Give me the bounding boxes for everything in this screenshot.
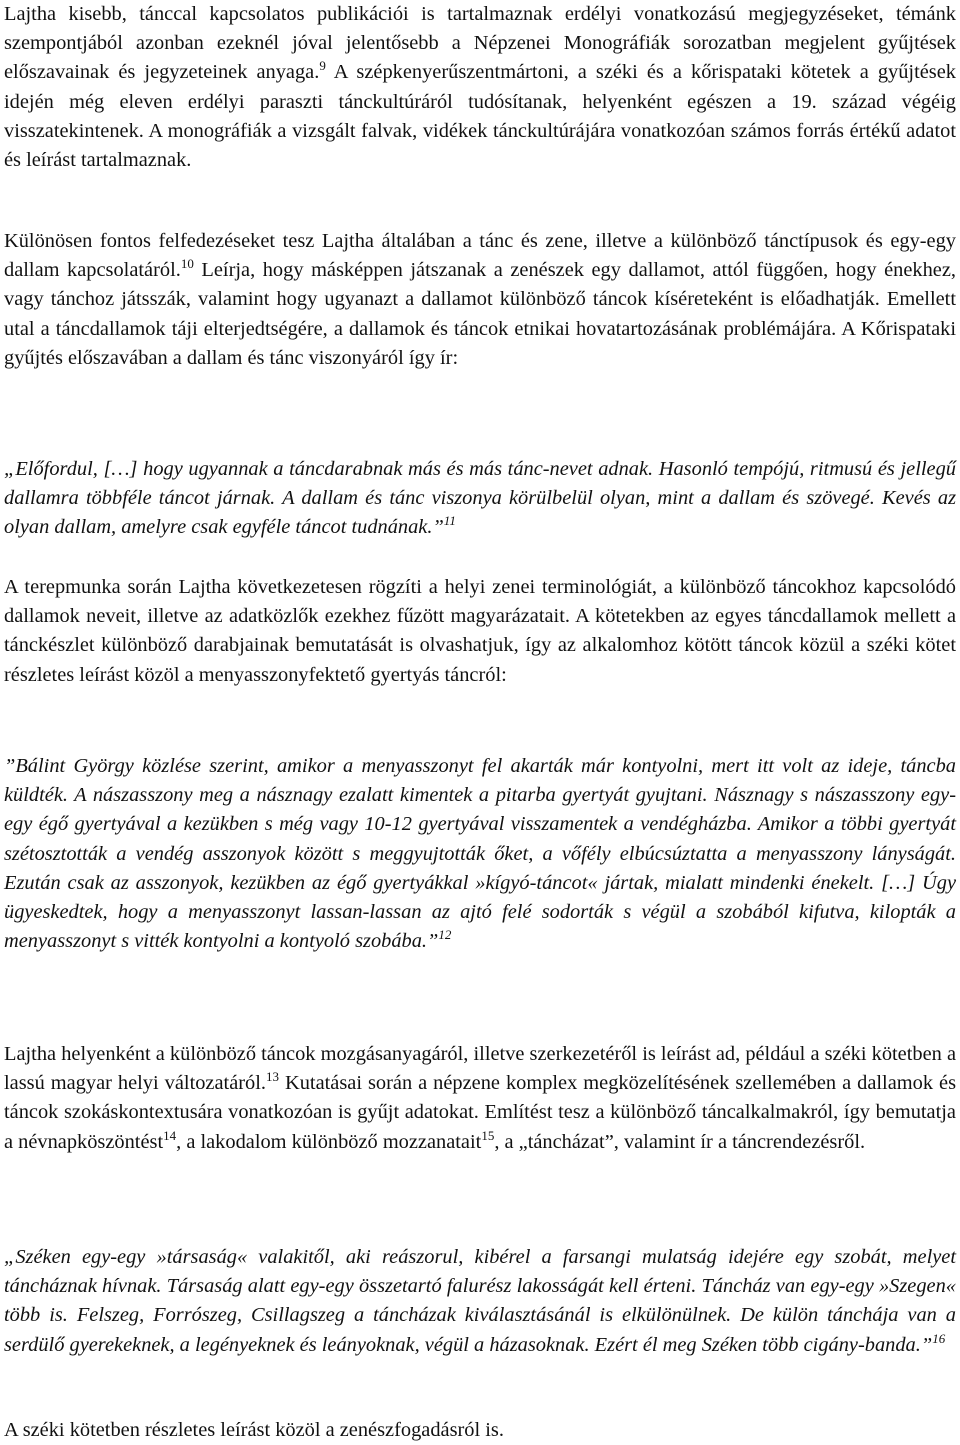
- quote-text: „Előfordul, […] hogy ugyannak a táncdarabnak más és más tánc-nevet adnak. Hasonló tempójú, ritmusú és jellegű dallamra többféle táncot járnak. A dallam és tánc viszonya körülbelül olyan, mint a dallam és szövegé. Kevés az olyan dallam, amelyre csak egyféle táncot tudnának.”: [4, 458, 956, 539]
- quote-tanchaz: [4, 1243, 956, 1360]
- paragraph-text: Lajtha kisebb, tánccal kapcsolatos publikációi is tartalmaznak erdélyi vonatkozású megjegyzéseket, témánk szempontjából azonban ezeknél jóval jelentősebb a Népzenei Monográfiák sorozatban megjelent gyűjtések előszavainak és jegyzeteinek anyaga.: [4, 3, 956, 84]
- footnote-ref-12[interactable]: 12: [438, 927, 452, 943]
- paragraph-text: A szépkenyerűszentmártoni, a széki és a kőrispataki kötetek a gyűjtések idején még eleven erdélyi paraszti tánckultúráról tudósítanak, helyenként egészen a 19. század végéig visszatekintenek. A monográfiák a vizsgált falvak, vidékek tánckultúrájára vonatkozóan számos forrás értékű adatot és leírást tartalmaznak.: [4, 61, 956, 172]
- paragraph-text: Kutatásai során a népzene komplex megközelítésének szellemében a dallamok és táncok szokáskontextusára vonatkozóan is gyűjt adatokat. Említést tesz a különböző táncalkalmakról, így bemutatja a névnapköszöntést: [4, 1072, 956, 1153]
- paragraph-tanc-es-zene: [4, 227, 956, 373]
- quote-text: „Széken egy-egy »társaság« valakitől, aki reászorul, kibérel a farsangi mulatság idejére egy szobát, melyet táncháznak hívnak. Társaság alatt egy-egy összetartó falurész lakosságát kell érteni. Táncház van egy-egy »Szegen« több is. Felszeg, Forrószeg, Csillagszeg a táncházak kiválasztásánál is elkülönülnek. De külön tánchája van a serdülő gyerekeknek, a legényeknek és leányoknak, végül a házasoknak. Ezért él meg Széken több cigány-banda.”: [4, 1246, 956, 1356]
- paragraph-text: , a „táncházat”, valamint ír a táncrendezésről.: [494, 1130, 866, 1153]
- footnote-ref-10[interactable]: 10: [180, 256, 194, 272]
- paragraph-text: A terepmunka során Lajtha következetesen rögzíti a helyi zenei terminológiát, a különböző táncokhoz kapcsolódó dallamok neveit, illetve az adatközlők ezekhez fűzött magyarázatait. A kötetekben az egyes táncdallamok mellett a tánckészlet különböző darabjainak bemutatását is olvashatjuk, így az alkalomhoz kötött táncok közül a széki kötet részletes leírást közöl a menyasszonyfektető gyertyás táncról:: [4, 576, 956, 686]
- footnote-ref-13[interactable]: 13: [266, 1069, 279, 1085]
- footnote-ref-9[interactable]: 9: [319, 58, 326, 74]
- paragraph-monografiak-intro: [4, 0, 956, 175]
- paragraph-text: Lajtha helyenként a különböző táncok mozgásanyagáról, illetve szerkezetéről is leírást ad, például a széki kötetben a lassú magyar helyi változatáról.: [4, 1043, 956, 1095]
- quote-gyertyas-tanc: [4, 752, 956, 956]
- quote-korispataki: [4, 455, 956, 543]
- footnote-ref-14[interactable]: 14: [163, 1127, 177, 1143]
- footnote-ref-11[interactable]: 11: [443, 513, 456, 529]
- paragraph-text: Leírja, hogy másképpen játszanak a zenészek egy dallamot, attól függően, hogy énekhez, vagy tánchoz játsszák, valamint hogy ugyanazt a dallamot különböző táncok kíséreteként is előadhatják. Emellett utal a táncdallamok táji elterjedtségére, a dallamok és táncok etnikai hovatartozásának problémájára. A Kőrispataki gyűjtés előszavában a dallam és tánc viszonyáról így ír:: [4, 259, 956, 369]
- quote-text: ”Bálint György közlése szerint, amikor a menyasszonyt fel akarták már kontyolni, mert itt volt az ideje, táncba küldték. A nászasszony meg a násznagy ezalatt kimentek a pitarba gyertyát gyujtani. Násznagy s nászasszony egy-egy égő gyertyával a kezükben s még vagy 10-12 gyertyával visszamentek a vendégházba. Amikor a többi gyertyát szétosztották a vendég asszonyok között s meggyujtották őket, a vőfély elbúcsúztatta a menyasszony lányságát. Ezután csak az asszonyok, kezükben az égő gyertyákkal »kígyó-táncot« jártak, mialatt mindenki énekelt. […] Úgy ügyeskedtek, hogy a menyasszonyt lassan-lassan az ajtó felé sodorták s végül a szobából kifutva, kilopták a menyasszonyt s vitték kontyolni a kontyoló szobába.”: [4, 755, 956, 953]
- paragraph-text: A széki kötetben részletes leírást közöl a zenészfogadásról is.: [4, 1419, 504, 1441]
- footnote-ref-15[interactable]: 15: [481, 1127, 495, 1143]
- paragraph-terepmunka: [4, 573, 956, 690]
- paragraph-text: , a lakodalom különböző mozzanatait: [176, 1130, 482, 1153]
- paragraph-zeneszfogadas: [4, 1416, 504, 1445]
- footnote-ref-16[interactable]: 16: [932, 1330, 946, 1346]
- paragraph-mozgasanyag: [4, 1040, 956, 1157]
- paragraph-text: Különösen fontos felfedezéseket tesz Lajtha általában a tánc és zene, illetve a különböző tánctípusok és egy-egy dallam kapcsolatáról.: [4, 230, 956, 282]
